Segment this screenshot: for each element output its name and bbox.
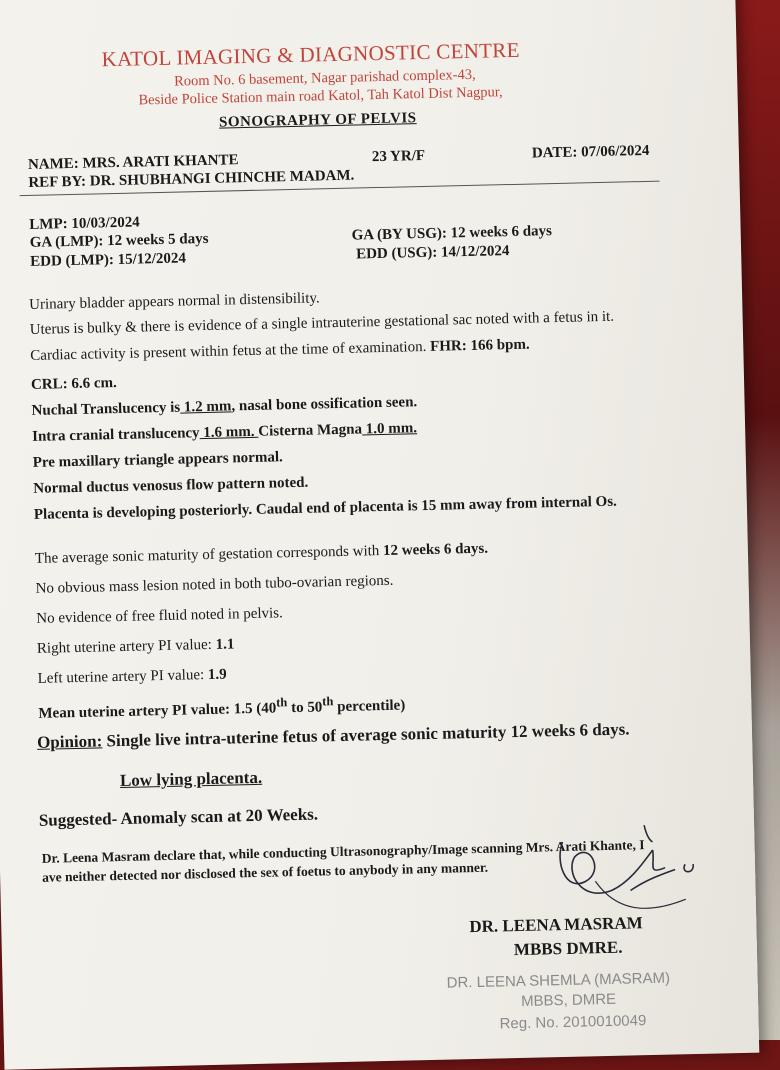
mean-pi-sup-2: th: [322, 694, 334, 709]
address-line-1: Room No. 6 basement, Nagar parishad complex-43,: [173, 66, 476, 90]
edd-lmp: EDD (LMP): 15/12/2024: [30, 250, 187, 270]
cardiac-text: Cardiac activity is present within fetus at the time of examination.: [30, 338, 431, 364]
declaration-line-2: ave neither detected nor disclosed the sex of foetus to anybody in any manner.: [41, 859, 489, 885]
ict-value: 1.6 mm.: [199, 423, 259, 442]
finding-adnexa: No obvious mass lesion noted in both tubo-ovarian regions.: [35, 572, 394, 597]
declaration-line-1: Dr. Leena Masram declare that, while conducting Ultrasonography/Image scanning Mrs. Arati Khante, I: [41, 837, 645, 866]
ict-label: Intra cranial translucency: [31, 425, 200, 445]
mean-pi-suffix: percentile): [333, 697, 406, 716]
cm-value: 1.0 mm.: [361, 420, 418, 438]
left-pi-value: 1.9: [207, 666, 227, 684]
right-pi-value: 1.1: [215, 636, 235, 653]
mean-pi-mid: to 50: [287, 699, 323, 717]
left-pi-label: Left uterine artery PI value:: [37, 667, 209, 687]
suggested-scan: Suggested- Anomaly scan at 20 Weeks.: [38, 804, 319, 830]
finding-placenta: Placenta is developing posteriorly. Caudal end of placenta is 15 mm away from internal Os.: [33, 493, 618, 523]
finding-bladder: Urinary bladder appears normal in distensibility.: [28, 290, 320, 313]
clinic-name: KATOL IMAGING & DIAGNOSTIC CENTRE: [101, 37, 520, 72]
nt-value: 1.2 mm: [179, 398, 232, 416]
finding-crl: CRL: 6.6 cm.: [30, 375, 117, 393]
finding-pmt: Pre maxillary triangle appears normal.: [32, 449, 283, 471]
address-line-2: Beside Police Station main road Katol, Tah Katol Dist Nagpur,: [138, 84, 503, 109]
opinion: [37, 719, 630, 752]
right-pi-label: Right uterine artery PI value:: [36, 636, 216, 657]
finding-uterus: Uterus is bulky & there is evidence of a single intrauterine gestational sac noted with a fetus in it.: [29, 308, 615, 338]
opinion-low-lying: Low lying placenta.: [119, 767, 263, 791]
stamp-reg-no: Reg. No. 2010010049: [499, 1012, 647, 1033]
stamp-degree: MBBS, DMRE: [520, 990, 617, 1010]
nt-note: , nasal bone ossification seen.: [231, 394, 418, 415]
report-date: DATE: 07/06/2024: [531, 142, 650, 162]
finding-fluid: No evidence of free fluid noted in pelvis.: [36, 605, 283, 627]
mean-pi-sup-1: th: [275, 695, 288, 710]
finding-dv: Normal ductus venosus flow pattern noted.: [33, 474, 309, 497]
finding-mean-pi: [38, 693, 405, 723]
finding-ict: [32, 420, 417, 446]
signatory-degree: MBBS DMRE.: [513, 937, 623, 960]
finding-right-pi: [37, 636, 235, 657]
finding-cardiac: [30, 337, 530, 365]
maturity-value: 12 weeks 6 days.: [382, 540, 489, 559]
finding-nt: [31, 394, 417, 420]
mean-pi-text: Mean uterine artery PI value: 1.5 (40: [38, 700, 277, 722]
finding-maturity: [35, 541, 489, 568]
lmp: LMP: 10/03/2024: [29, 214, 140, 233]
report-title: SONOGRAPHY OF PELVIS: [218, 110, 417, 131]
stamp-name: DR. LEENA SHEMLA (MASRAM): [446, 969, 671, 992]
opinion-text: Single live intra-uterine fetus of average sonic maturity 12 weeks 6 days.: [102, 719, 630, 751]
signatory-name: DR. LEENA MASRAM: [469, 913, 643, 937]
cm-label: Cisterna Magna: [258, 421, 363, 440]
patient-name: NAME: MRS. ARATI KHANTE: [27, 152, 239, 173]
referred-by: REF BY: DR. SHUBHANGI CHINCHE MADAM.: [28, 167, 355, 191]
maturity-text: The average sonic maturity of gestation corresponds with: [34, 543, 384, 567]
finding-left-pi: [37, 667, 226, 688]
edd-usg: EDD (USG): 14/12/2024: [355, 243, 510, 263]
ga-usg: GA (BY USG): 12 weeks 6 days: [351, 223, 553, 244]
patient-age-sex: 23 YR/F: [371, 147, 426, 166]
opinion-label: Opinion:: [36, 731, 103, 752]
fhr-value: FHR: 166 bpm.: [429, 336, 530, 355]
nt-label: Nuchal Translucency is: [31, 399, 181, 419]
ga-lmp: GA (LMP): 12 weeks 5 days: [29, 230, 209, 251]
